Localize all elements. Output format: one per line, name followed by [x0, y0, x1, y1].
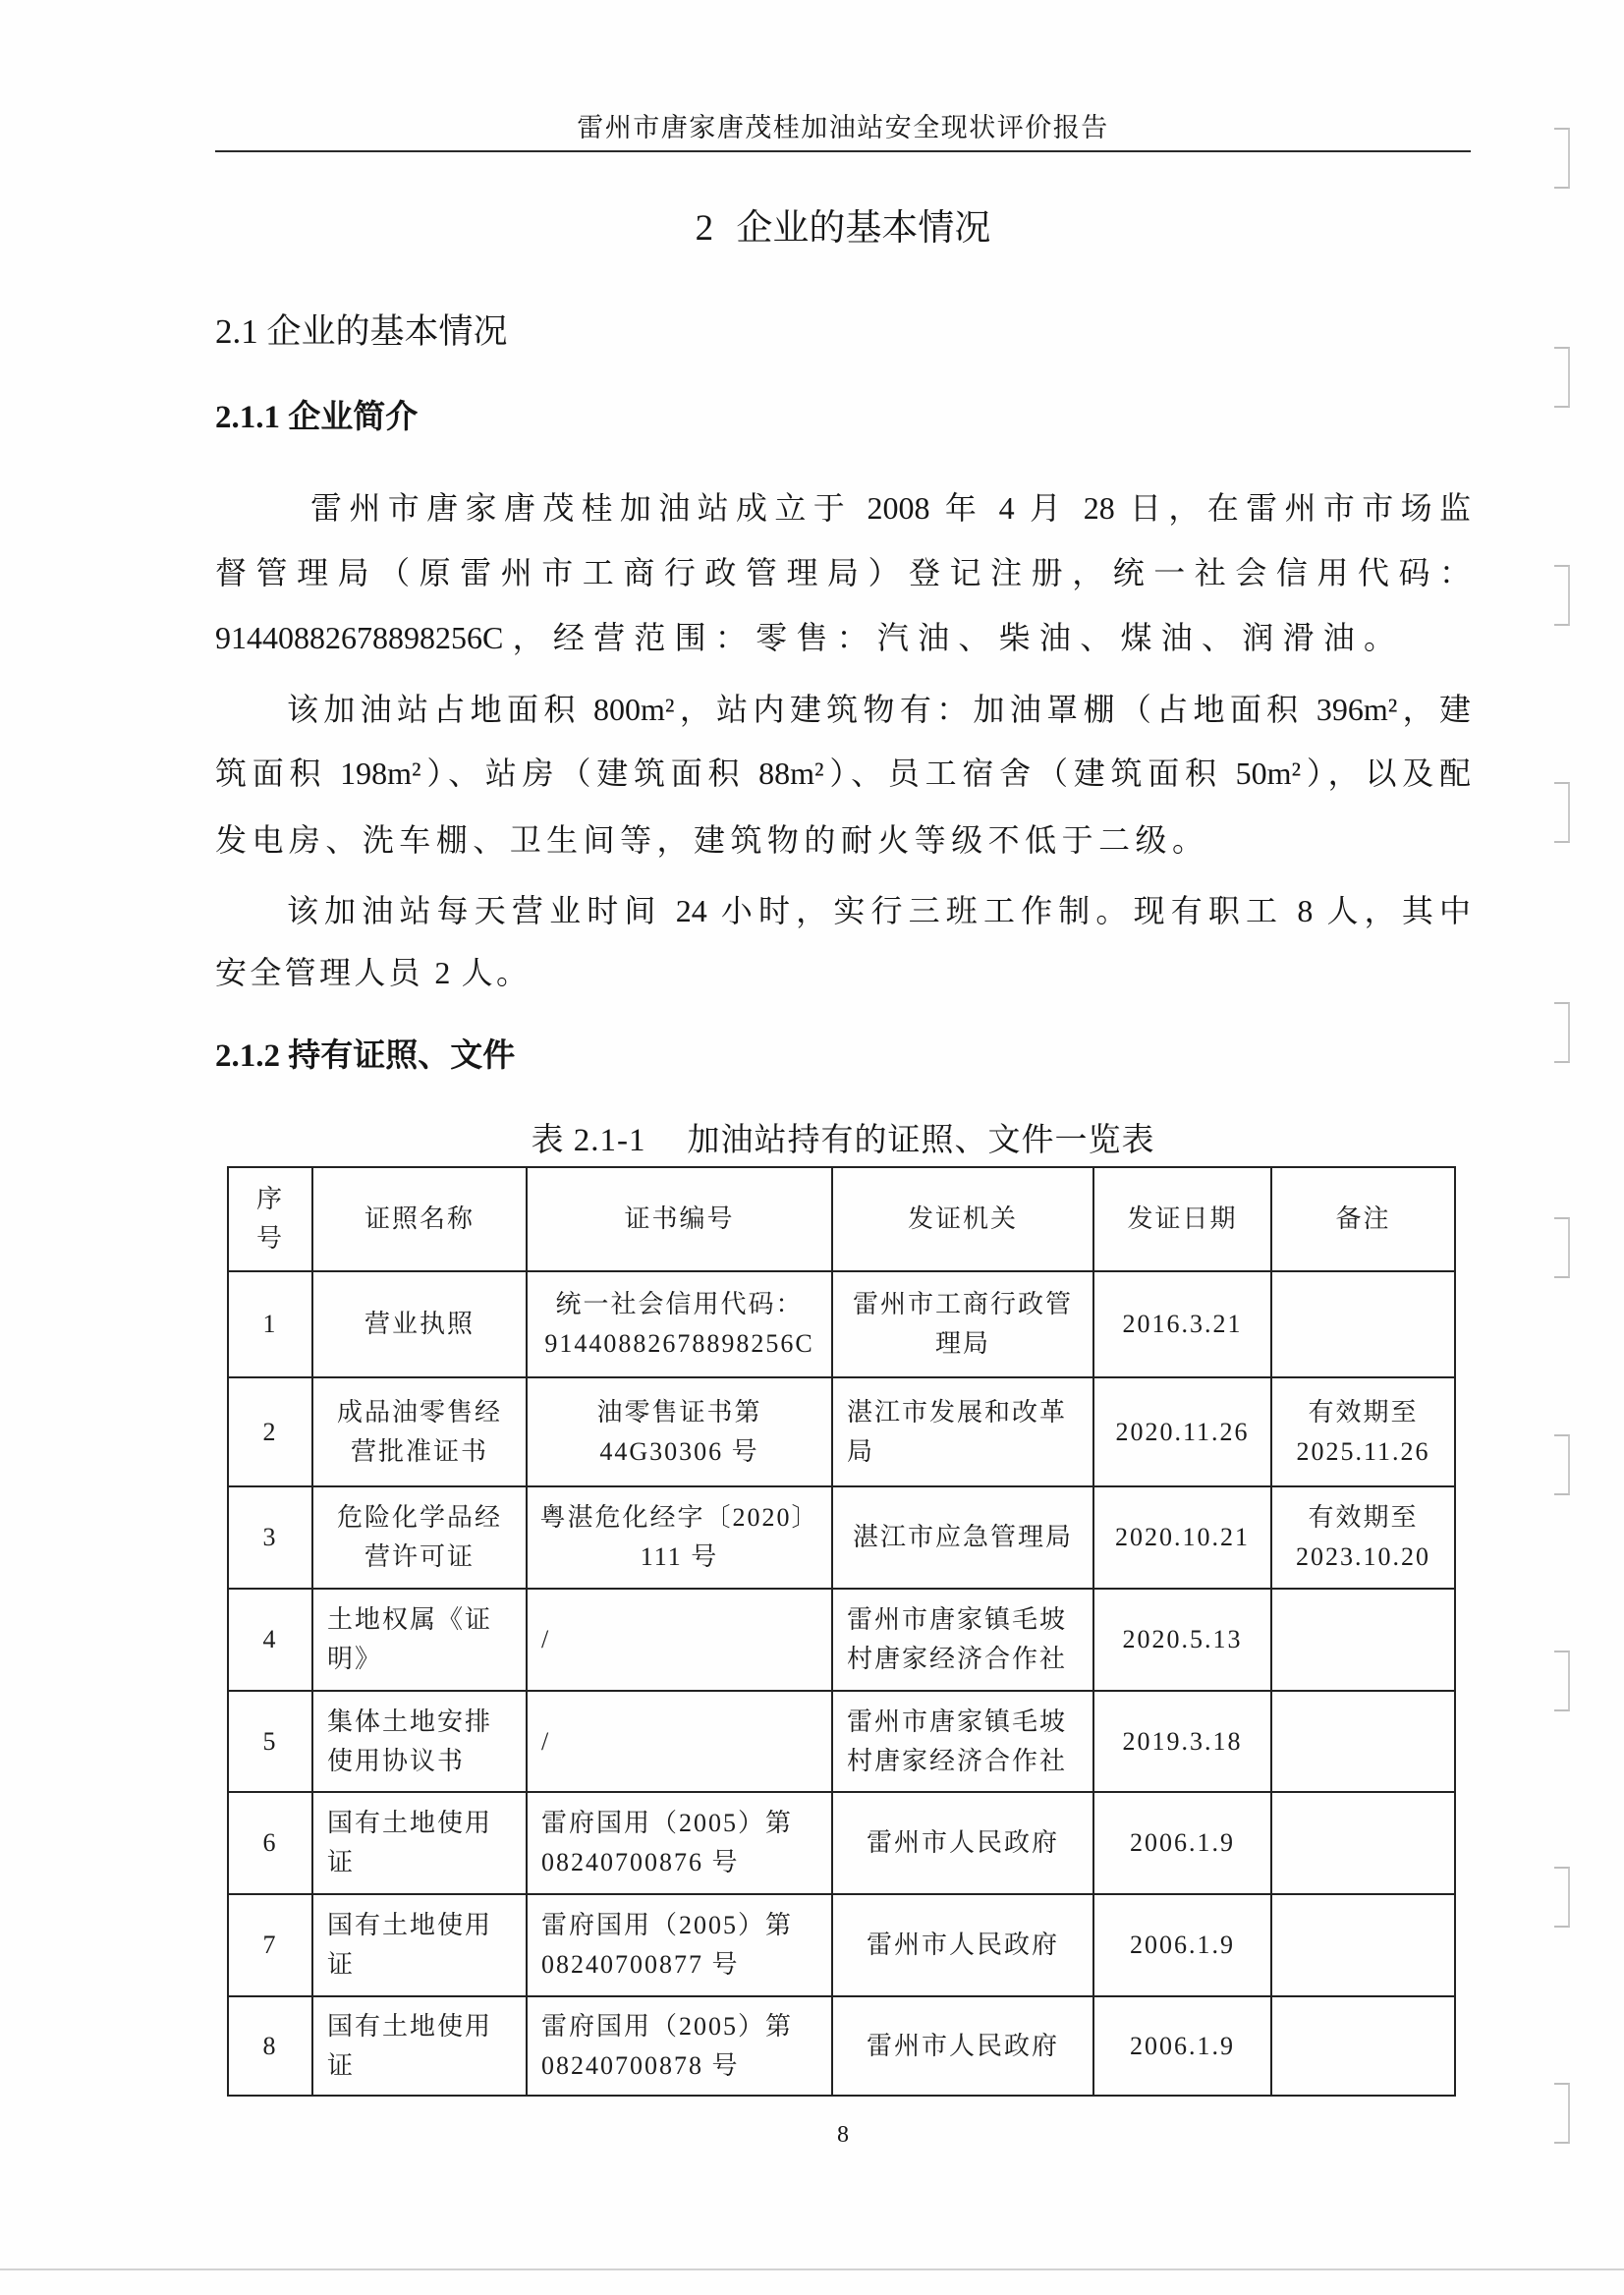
- table-caption-title: 加油站持有的证照、文件一览表: [687, 1123, 1155, 1158]
- table-caption-number: 表 2.1-1: [531, 1123, 646, 1158]
- cell-text: 油零售证书第: [596, 1397, 762, 1427]
- cell-issuer: [832, 1792, 1093, 1894]
- cell-certificate-number: [527, 1271, 832, 1377]
- cell-license-name: [312, 1996, 527, 2096]
- cell-license-name: [312, 1792, 527, 1894]
- cell-text: 08240700876 号: [541, 1848, 740, 1876]
- table-row: [228, 1996, 1455, 2096]
- paragraph-line: 该加油站占地面积 800m²，站内建筑物有：加油罩棚（占地面积 396m²，建: [287, 692, 1471, 727]
- cell-text: 国有土地使用: [327, 1911, 493, 1939]
- binding-mark: [1554, 1651, 1570, 1711]
- header-cell-name: [312, 1167, 527, 1271]
- cell-text: 雷州市人民政府: [866, 1828, 1059, 1857]
- cell-text: 2006.1.9: [1130, 1828, 1235, 1857]
- cell-remark: [1271, 1377, 1455, 1486]
- cell-text: 2019.3.18: [1122, 1726, 1243, 1756]
- paragraph-line: 91440882678898256C，经营范围：零售：汽油、柴油、煤油、润滑油。: [215, 620, 1395, 655]
- header-text: 发证日期: [1127, 1204, 1238, 1233]
- cell-issue-date: [1093, 1996, 1271, 2096]
- cell-serial: [228, 1792, 312, 1894]
- cell-text: 有效期至: [1308, 1397, 1419, 1427]
- cell-text: 6: [262, 1828, 278, 1857]
- cell-text: 集体土地安排: [327, 1707, 493, 1736]
- cell-text: 国有土地使用: [327, 1809, 493, 1837]
- cell-issuer: [832, 1271, 1093, 1377]
- cell-issuer: [832, 1377, 1093, 1486]
- header-text: 备注: [1335, 1204, 1391, 1233]
- paragraph-line: 筑面积 198m²）、站房（建筑面积 88m²）、员工宿舍（建筑面积 50m²），以及配: [215, 756, 1471, 791]
- cell-text: 2016.3.21: [1122, 1310, 1243, 1338]
- cell-text: 雷府国用（2005）第: [541, 1809, 794, 1837]
- header-text: 序: [255, 1185, 284, 1213]
- cell-serial: [228, 1589, 312, 1691]
- cell-text: 08240700878 号: [541, 2050, 740, 2080]
- cell-text: 雷州市唐家镇毛坡: [847, 1707, 1068, 1736]
- cell-certificate-number: [527, 1894, 832, 1996]
- chapter-title: 2 企业的基本情况: [695, 208, 991, 249]
- cell-text: 明》: [327, 1645, 383, 1673]
- running-header: 雷州市唐家唐茂桂加油站安全现状评价报告: [577, 113, 1109, 142]
- cell-text: 湛江市发展和改革: [847, 1397, 1068, 1427]
- header-cell-date: [1093, 1167, 1271, 1271]
- cell-text: 91440882678898256C: [544, 1329, 814, 1358]
- cell-remark: [1271, 1486, 1455, 1589]
- cell-text: 8: [262, 2031, 278, 2060]
- cell-text: 2025.11.26: [1296, 1436, 1430, 1466]
- cell-text: 44G30306 号: [599, 1436, 759, 1466]
- cell-text: 雷州市唐家镇毛坡: [847, 1605, 1068, 1634]
- cell-text: 2020.5.13: [1122, 1625, 1243, 1653]
- paragraph-line: 发电房、洗车棚、卫生间等，建筑物的耐火等级不低于二级。: [215, 822, 1204, 858]
- licenses-table: [227, 1166, 1456, 2097]
- table-caption: [215, 1118, 1471, 1163]
- cell-license-name: [312, 1271, 527, 1377]
- paragraph-line: 雷州市唐家唐茂桂加油站成立于 2008 年 4 月 28 日，在雷州市市场监: [310, 490, 1471, 526]
- cell-issue-date: [1093, 1792, 1271, 1894]
- header-cell-serial: [228, 1167, 312, 1271]
- binding-mark: [1554, 1867, 1570, 1928]
- cell-text: /: [541, 1625, 551, 1653]
- header-cell-issuer: [832, 1167, 1093, 1271]
- cell-license-name: [312, 1589, 527, 1691]
- cell-issue-date: [1093, 1691, 1271, 1792]
- cell-text: 2006.1.9: [1130, 1931, 1235, 1959]
- subsection-title-licenses: 2.1.2 持有证照、文件: [215, 1038, 516, 1074]
- cell-text: 理局: [934, 1329, 990, 1358]
- cell-license-name: [312, 1377, 527, 1486]
- binding-mark: [1554, 347, 1570, 408]
- cell-text: 危险化学品经: [336, 1503, 502, 1532]
- cell-text: 2020.10.21: [1115, 1523, 1250, 1551]
- cell-text: 成品油零售经: [336, 1397, 502, 1427]
- cell-certificate-number: [527, 1792, 832, 1894]
- cell-text: 局: [847, 1436, 875, 1466]
- paragraph-line: 该加油站每天营业时间 24 小时，实行三班工作制。现有职工 8 人，其中: [287, 893, 1471, 928]
- cell-text: 2020.11.26: [1115, 1417, 1250, 1446]
- cell-text: 雷府国用（2005）第: [541, 1911, 794, 1939]
- binding-mark: [1554, 128, 1570, 189]
- cell-text: 2: [262, 1417, 278, 1446]
- cell-text: 7: [262, 1931, 278, 1959]
- cell-issue-date: [1093, 1271, 1271, 1377]
- cell-text: 4: [262, 1625, 278, 1653]
- cell-remark: [1271, 1894, 1455, 1996]
- table-row: [228, 1894, 1455, 1996]
- cell-license-name: [312, 1486, 527, 1589]
- cell-serial: [228, 1377, 312, 1486]
- binding-mark: [1554, 1434, 1570, 1495]
- cell-text: 土地权属《证: [327, 1605, 493, 1634]
- header-cell-remark: [1271, 1167, 1455, 1271]
- cell-text: 营许可证: [364, 1542, 475, 1571]
- cell-text: 证: [327, 1848, 356, 1876]
- cell-text: 统一社会信用代码：: [555, 1290, 804, 1318]
- header-rule: [215, 150, 1471, 152]
- table-row: [228, 1589, 1455, 1691]
- cell-text: 村唐家经济合作社: [847, 1645, 1068, 1673]
- cell-serial: [228, 1486, 312, 1589]
- cell-issuer: [832, 1996, 1093, 2096]
- cell-text: 2006.1.9: [1130, 2031, 1235, 2060]
- cell-issue-date: [1093, 1589, 1271, 1691]
- table-row: [228, 1691, 1455, 1792]
- cell-text: 3: [262, 1523, 278, 1551]
- cell-certificate-number: [527, 1377, 832, 1486]
- cell-serial: [228, 1691, 312, 1792]
- cell-remark: [1271, 1792, 1455, 1894]
- cell-certificate-number: [527, 1589, 832, 1691]
- cell-text: 使用协议书: [327, 1746, 466, 1775]
- cell-text: 村唐家经济合作社: [847, 1746, 1068, 1775]
- cell-remark: [1271, 1271, 1455, 1377]
- cell-text: 营业执照: [364, 1310, 475, 1338]
- header-text: 发证机关: [907, 1204, 1018, 1233]
- cell-text: 雷州市工商行政管: [852, 1290, 1073, 1318]
- binding-mark: [1554, 565, 1570, 626]
- cell-text: 雷府国用（2005）第: [541, 2011, 794, 2041]
- header-text: 号: [255, 1224, 284, 1253]
- cell-remark: [1271, 1996, 1455, 2096]
- header-cell-number: [527, 1167, 832, 1271]
- binding-mark: [1554, 1002, 1570, 1063]
- cell-text: 湛江市应急管理局: [852, 1523, 1073, 1551]
- header-text: 证书编号: [624, 1204, 735, 1233]
- scan-edge-line: [0, 2268, 1624, 2270]
- cell-text: 粤湛危化经字〔2020〕: [539, 1503, 819, 1532]
- cell-issue-date: [1093, 1377, 1271, 1486]
- cell-text: 雷州市人民政府: [866, 2031, 1059, 2060]
- cell-serial: [228, 1271, 312, 1377]
- cell-serial: [228, 1894, 312, 1996]
- paragraph-line: 督管理局（原雷州市工商行政管理局）登记注册，统一社会信用代码：: [215, 555, 1471, 590]
- binding-mark: [1554, 782, 1570, 843]
- cell-issue-date: [1093, 1486, 1271, 1589]
- cell-text: 证: [327, 2050, 356, 2080]
- cell-text: 国有土地使用: [327, 2011, 493, 2041]
- table-header-row: [228, 1167, 1455, 1271]
- cell-text: 证: [327, 1950, 356, 1979]
- cell-license-name: [312, 1894, 527, 1996]
- cell-remark: [1271, 1589, 1455, 1691]
- cell-text: 111 号: [640, 1542, 719, 1571]
- cell-issue-date: [1093, 1894, 1271, 1996]
- cell-certificate-number: [527, 1996, 832, 2096]
- cell-text: 5: [262, 1726, 278, 1756]
- cell-text: 08240700877 号: [541, 1950, 740, 1979]
- cell-text: 有效期至: [1308, 1503, 1419, 1532]
- cell-issuer: [832, 1894, 1093, 1996]
- header-text: 证照名称: [364, 1204, 475, 1233]
- table-row: [228, 1792, 1455, 1894]
- cell-issuer: [832, 1486, 1093, 1589]
- cell-serial: [228, 1996, 312, 2096]
- page-number: 8: [837, 2122, 849, 2148]
- binding-mark: [1554, 2083, 1570, 2144]
- cell-remark: [1271, 1691, 1455, 1792]
- cell-text: 雷州市人民政府: [866, 1931, 1059, 1959]
- section-title: 2.1 企业的基本情况: [215, 312, 508, 351]
- cell-text: 1: [262, 1310, 278, 1338]
- table-row: [228, 1377, 1455, 1486]
- binding-mark: [1554, 1217, 1570, 1278]
- table-row: [228, 1486, 1455, 1589]
- paragraph-line: 安全管理人员 2 人。: [215, 955, 528, 990]
- cell-text: 营批准证书: [350, 1436, 488, 1466]
- subsection-title-intro: 2.1.1 企业简介: [215, 400, 419, 435]
- cell-certificate-number: [527, 1691, 832, 1792]
- cell-certificate-number: [527, 1486, 832, 1589]
- cell-issuer: [832, 1589, 1093, 1691]
- table-row: [228, 1271, 1455, 1377]
- cell-license-name: [312, 1691, 527, 1792]
- cell-issuer: [832, 1691, 1093, 1792]
- cell-text: /: [541, 1726, 551, 1756]
- cell-text: 2023.10.20: [1296, 1542, 1430, 1571]
